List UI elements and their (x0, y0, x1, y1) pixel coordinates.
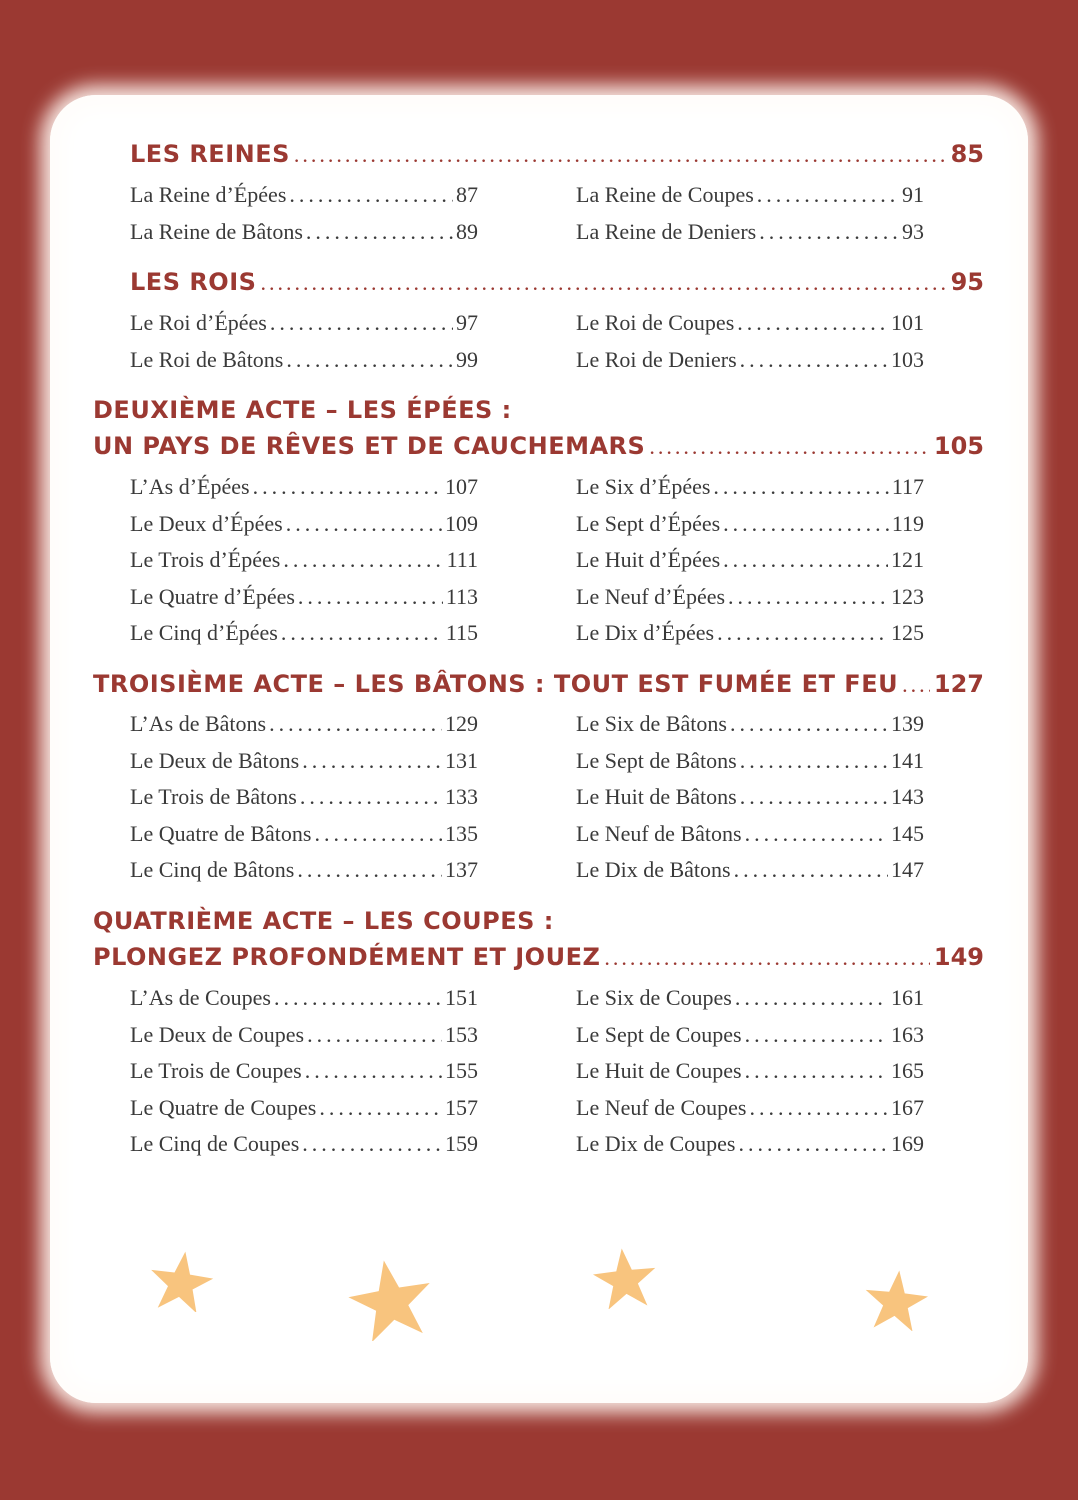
star-icon (592, 1247, 658, 1309)
entry-page: 165 (891, 1058, 924, 1083)
entry-label: Le Neuf de Coupes (576, 1094, 747, 1120)
toc-entry (576, 1053, 924, 1089)
toc-entry (576, 1090, 924, 1126)
leader-dots (745, 1017, 888, 1053)
toc-entry (576, 743, 924, 779)
section-title-line1: DEUXIÈME ACTE – LES ÉPÉES : (93, 396, 512, 424)
entry-label: Le Deux de Coupes (130, 1021, 305, 1047)
toc-entry (130, 1017, 478, 1053)
toc-entry (130, 743, 478, 779)
entry-page: 97 (456, 310, 478, 335)
leader-dots (294, 142, 947, 168)
entry-label: Le Cinq de Coupes (130, 1131, 300, 1156)
leader-dots (902, 672, 930, 698)
leader-dots (757, 177, 899, 213)
entry-page: 137 (445, 857, 478, 882)
entry-page: 107 (445, 474, 478, 499)
toc-entry (576, 816, 924, 852)
entry-page: 145 (891, 820, 924, 846)
entry-label: Le Huit d’Épées (576, 547, 721, 572)
leader-dots (270, 305, 453, 341)
leader-dots (717, 615, 888, 651)
entry-page: 115 (445, 620, 478, 645)
entry-page: 155 (445, 1058, 478, 1083)
toc-entry (576, 1017, 924, 1053)
entry-label: Le Sept de Bâtons (576, 747, 737, 773)
entry-page: 169 (891, 1131, 924, 1156)
section-heading-coupes (93, 942, 984, 972)
entry-label: Le Deux d’Épées (130, 510, 283, 536)
section-title-line2: UN PAYS DE RÊVES ET DE CAUCHEMARS (93, 432, 646, 460)
toc-entry (130, 816, 478, 852)
section-title-line1: QUATRIÈME ACTE – LES COUPES : (93, 907, 554, 935)
entry-page: 163 (891, 1021, 924, 1047)
entry-label: La Reine de Coupes (576, 182, 754, 207)
entry-label: Le Six de Coupes (576, 985, 732, 1010)
leader-dots (734, 852, 888, 888)
section-page: 85 (950, 140, 984, 168)
toc-entry (130, 706, 478, 742)
leader-dots (314, 816, 442, 852)
leader-dots (298, 579, 443, 615)
leader-dots (297, 852, 442, 888)
leader-dots (728, 579, 888, 615)
toc-entry (130, 579, 478, 615)
leader-dots (300, 779, 442, 815)
toc-entry (130, 542, 478, 578)
toc-entry (130, 342, 478, 378)
leader-dots (302, 1126, 442, 1162)
leader-dots (274, 980, 442, 1016)
entry-label: L’As de Coupes (130, 985, 271, 1010)
section-heading-batons (93, 669, 984, 699)
toc-entry (576, 980, 924, 1016)
entry-label: Le Sept de Coupes (576, 1021, 742, 1047)
leader-dots (604, 945, 930, 971)
toc-entry (576, 706, 924, 742)
leader-dots (283, 542, 443, 578)
leader-dots (740, 342, 888, 378)
entry-page: 109 (445, 510, 478, 536)
leader-dots (759, 214, 899, 250)
toc-entry (576, 852, 924, 888)
entry-label: Le Cinq de Bâtons (130, 857, 295, 882)
section-title: LES REINES (130, 140, 290, 168)
entry-label: Le Quatre de Bâtons (130, 820, 312, 846)
entry-label: Le Trois de Coupes (130, 1058, 302, 1083)
entry-label: Le Dix de Bâtons (576, 857, 731, 882)
toc-entry (130, 779, 478, 815)
entry-page: 93 (902, 218, 924, 244)
entry-page: 117 (891, 474, 924, 499)
star-icon (348, 1257, 434, 1341)
toc-entry (576, 177, 924, 213)
leader-dots (289, 177, 453, 213)
toc-entry (576, 469, 924, 505)
entry-page: 123 (891, 583, 924, 609)
entry-label: Le Dix de Coupes (576, 1131, 736, 1156)
toc-entry (130, 1090, 478, 1126)
section-page: 95 (950, 268, 984, 296)
entry-page: 135 (445, 820, 478, 846)
toc-entry (576, 579, 924, 615)
toc-entry (130, 980, 478, 1016)
toc-entry (576, 214, 924, 250)
toc-entry (576, 506, 924, 542)
leader-dots (307, 1017, 442, 1053)
leader-dots (730, 706, 888, 742)
entry-label: La Reine de Deniers (576, 218, 757, 244)
section-heading-epees (93, 431, 984, 461)
entry-page: 153 (445, 1021, 478, 1047)
leader-dots (723, 506, 889, 542)
entry-page: 91 (902, 182, 924, 207)
entry-page: 157 (445, 1094, 478, 1120)
entry-page: 129 (445, 711, 478, 736)
section-page: 127 (933, 670, 984, 698)
entry-label: Le Huit de Coupes (576, 1058, 742, 1083)
entry-label: Le Dix d’Épées (576, 620, 715, 645)
entry-page: 89 (456, 218, 478, 244)
entry-page: 161 (891, 985, 924, 1010)
section-page: 105 (933, 432, 984, 460)
entry-label: Le Roi de Deniers (576, 346, 737, 372)
entry-label: Le Six de Bâtons (576, 711, 727, 736)
toc-entry (130, 1126, 478, 1162)
entry-label: L’As de Bâtons (130, 711, 267, 736)
entry-label: Le Quatre d’Épées (130, 583, 295, 609)
toc-entry (130, 506, 478, 542)
entry-label: Le Deux de Bâtons (130, 747, 300, 773)
entry-page: 87 (456, 182, 478, 207)
toc-entry (130, 615, 478, 651)
entry-label: La Reine de Bâtons (130, 218, 303, 244)
entry-page: 125 (891, 620, 924, 645)
leader-dots (745, 816, 888, 852)
toc-page (50, 95, 1028, 1403)
star-icon (148, 1250, 214, 1312)
entry-page: 159 (445, 1131, 478, 1156)
entry-label: L’As d’Épées (130, 474, 250, 499)
entry-label: Le Neuf de Bâtons (576, 820, 742, 846)
toc-entry (576, 615, 924, 651)
entry-page: 143 (891, 784, 924, 809)
entry-page: 141 (891, 747, 924, 773)
toc-entry (130, 305, 478, 341)
leader-dots (735, 980, 888, 1016)
entry-label: Le Trois d’Épées (130, 547, 281, 572)
section-title-line2: PLONGEZ PROFONDÉMENT ET JOUEZ (93, 943, 601, 971)
leader-dots (302, 743, 442, 779)
entry-label: Le Trois de Bâtons (130, 784, 297, 809)
toc-entry (576, 779, 924, 815)
entry-label: Le Sept d’Épées (576, 510, 721, 536)
entry-label: Le Roi d’Épées (130, 310, 267, 335)
section-title: TROISIÈME ACTE – LES BÂTONS : TOUT EST FUMÉE ET FEU (93, 670, 899, 698)
entry-page: 147 (891, 857, 924, 882)
leader-dots (749, 1090, 888, 1126)
entry-page: 121 (891, 547, 924, 572)
entry-page: 167 (891, 1094, 924, 1120)
leader-dots (281, 615, 443, 651)
leader-dots (740, 743, 888, 779)
section-heading-rois (130, 267, 984, 297)
entry-label: Le Cinq d’Épées (130, 620, 278, 645)
leader-dots (286, 506, 442, 542)
entry-label: Le Huit de Bâtons (576, 784, 737, 809)
toc-entry (576, 1126, 924, 1162)
entry-page: 119 (891, 510, 924, 536)
entry-label: Le Roi de Bâtons (130, 346, 284, 372)
toc-entry (576, 542, 924, 578)
toc-entry (576, 342, 924, 378)
toc-entry (130, 469, 478, 505)
leader-dots (745, 1053, 888, 1089)
toc-entry (130, 1053, 478, 1089)
leader-dots (306, 214, 453, 250)
entry-page: 113 (445, 583, 478, 609)
toc-entry (130, 852, 478, 888)
leader-dots (260, 270, 946, 296)
leader-dots (253, 469, 442, 505)
leader-dots (723, 542, 888, 578)
section-heading-reines (130, 139, 984, 169)
entry-page: 131 (445, 747, 478, 773)
entry-page: 151 (445, 985, 478, 1010)
leader-dots (737, 305, 888, 341)
leader-dots (649, 434, 930, 460)
entry-page: 101 (891, 310, 924, 335)
toc-entry (130, 177, 478, 213)
entry-page: 139 (891, 711, 924, 736)
leader-dots (305, 1053, 442, 1089)
toc-entry (576, 305, 924, 341)
entry-label: Le Roi de Coupes (576, 310, 735, 335)
leader-dots (319, 1090, 442, 1126)
leader-dots (286, 342, 453, 378)
entry-page: 133 (445, 784, 478, 809)
leader-dots (740, 779, 888, 815)
leader-dots (269, 706, 442, 742)
entry-label: Le Quatre de Coupes (130, 1094, 317, 1120)
toc-entry (130, 214, 478, 250)
entry-page: 103 (891, 346, 924, 372)
star-icon (863, 1269, 929, 1331)
entry-label: La Reine d’Épées (130, 182, 287, 207)
entry-label: Le Six d’Épées (576, 474, 711, 499)
leader-dots (713, 469, 888, 505)
entry-page: 111 (446, 547, 478, 572)
entry-page: 99 (456, 346, 478, 372)
section-page: 149 (933, 943, 984, 971)
section-title: LES ROIS (130, 268, 257, 296)
leader-dots (738, 1126, 888, 1162)
entry-label: Le Neuf d’Épées (576, 583, 726, 609)
